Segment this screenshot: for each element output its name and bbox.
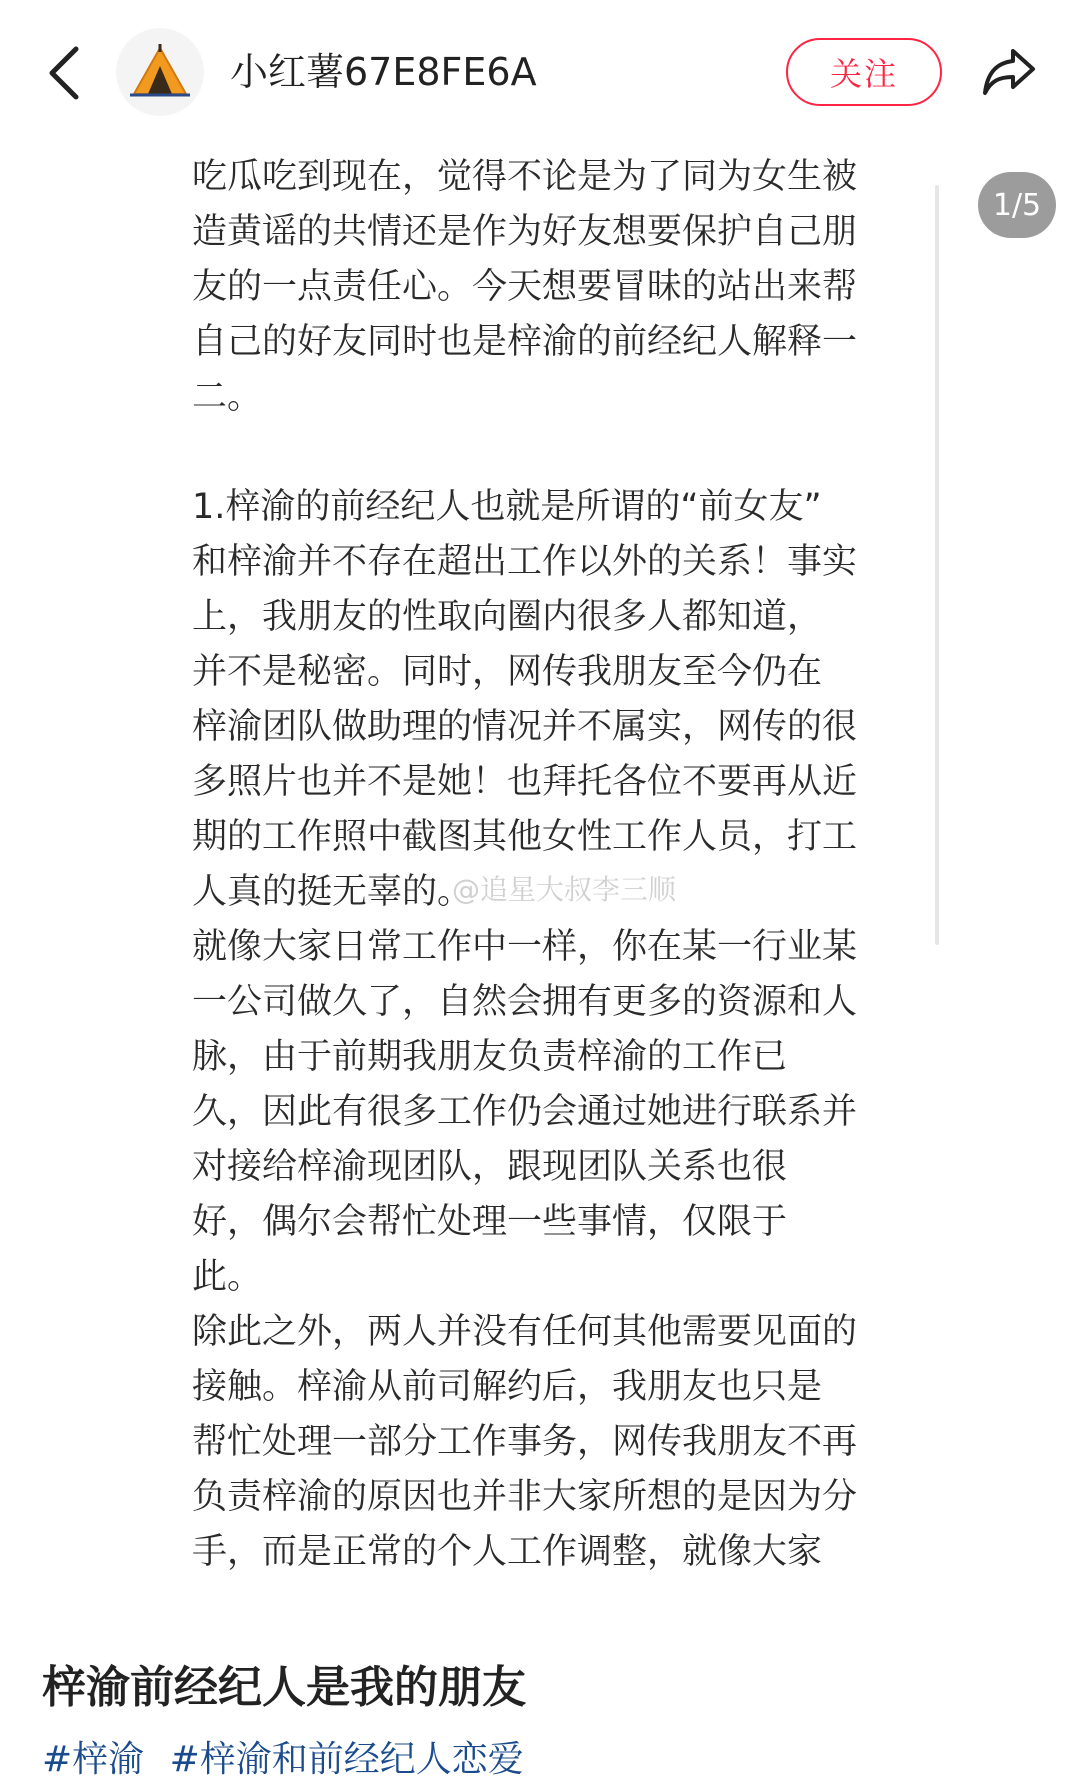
tag-list bbox=[42, 1735, 538, 1785]
tent-icon bbox=[128, 44, 192, 100]
back-button[interactable] bbox=[38, 38, 88, 108]
paragraph-gap bbox=[192, 425, 897, 480]
username[interactable]: 小红薯67E8FE6A bbox=[230, 50, 537, 94]
watermark: @追星大叔李三顺 bbox=[452, 873, 677, 906]
follow-button[interactable]: 关注 bbox=[786, 38, 942, 106]
post-title: 梓渝前经纪人是我的朋友 bbox=[42, 1662, 526, 1713]
image-paragraph: 吃瓜吃到现在，觉得不论是为了同为女生被 造黄谣的共情还是作为好友想要保护自己朋 友的一点责任心。今天想要冒昧的站出来帮 自己的好友同时也是梓渝的前经纪人解释一 二。 bbox=[192, 157, 858, 417]
image-text bbox=[192, 150, 897, 1580]
image-paragraph: 就像大家日常工作中一样，你在某一行业某 一公司做久了，自然会拥有更多的资源和人 脉，由于前期我朋友负责梓渝的工作已 久，因此有很多工作仍会通过她进行联系并 对接给梓渝现团队，跟现团队关系也很 好，偶尔会帮忙处理一些事情，仅限于 此。 bbox=[192, 927, 858, 1297]
image-paragraph: 除此之外，两人并没有任何其他需要见面的 接触。梓渝从前司解约后，我朋友也只是 帮忙处理一部分工作事务，网传我朋友不再 负责梓渝的原因也并非大家所想的是因为分 手，而是正常的个人工作调整，就像大家 bbox=[192, 1312, 858, 1572]
top-bar bbox=[0, 0, 1080, 140]
page-indicator: 1/5 bbox=[978, 172, 1056, 238]
share-arrow-icon bbox=[981, 47, 1037, 97]
scroll-indicator bbox=[935, 185, 939, 945]
tag-link[interactable]: #梓渝和前经纪人恋爱 bbox=[169, 1739, 524, 1780]
share-button[interactable] bbox=[974, 40, 1044, 104]
tag-link[interactable]: #梓渝 bbox=[42, 1739, 145, 1780]
chevron-left-icon bbox=[46, 45, 80, 101]
post-image[interactable] bbox=[0, 140, 1080, 1610]
avatar[interactable] bbox=[116, 28, 204, 116]
image-paragraph: 1.梓渝的前经纪人也就是所谓的“前女友” 和梓渝并不存在超出工作以外的关系！事实 上，我朋友的性取向圈内很多人都知道， 并不是秘密。同时，网传我朋友至今仍在 梓渝团队做助理的情况并不属实，网传的很 多照片也并不是她！也拜托各位不要再从近 期的工作照中截图其他女性工作人员，打工 人真的挺无辜的。 bbox=[192, 487, 858, 912]
